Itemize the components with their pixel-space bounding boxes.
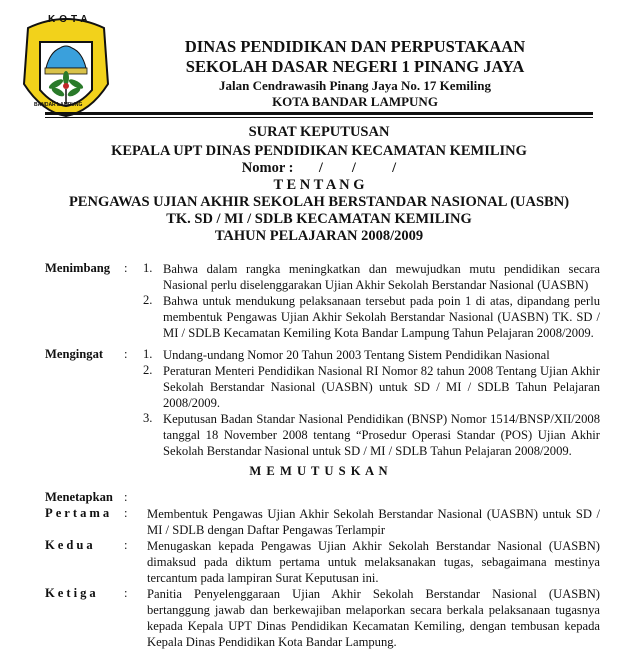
doc-title: SURAT KEPUTUSAN: [248, 124, 390, 140]
kedua-label: Kedua: [45, 538, 96, 552]
item-number: 1.: [143, 261, 153, 275]
mengingat-item: Keputusan Badan Standar Nasional Pendidikan (BNSP) Nomor 1514/BNSP/XII/2008 tanggal 18 November 2008 tentang “Prosedur Operasi Standar (POS) Ujian Akhir Sekolah Berstandar Nasional untuk SD / MI / SDLB Tahun Pelajaran 2008/2009.: [163, 412, 600, 458]
doc-subject-year: TAHUN PELAJARAN 2008/2009: [214, 228, 424, 244]
colon: :: [124, 586, 128, 600]
ketiga-label: Ketiga: [45, 586, 99, 600]
mengingat-item: Undang-undang Nomor 20 Tahun 2003 Tentang Sistem Pendidikan Nasional: [163, 348, 550, 362]
letterhead-school: SEKOLAH DASAR NEGERI 1 PINANG JAYA: [185, 57, 525, 76]
letterhead-city: KOTA BANDAR LAMPUNG: [272, 94, 438, 109]
mengingat-label: Mengingat: [45, 347, 104, 361]
item-number: 2.: [143, 293, 153, 307]
pertama-label: Pertama: [45, 506, 113, 520]
letterhead-divider: [45, 112, 593, 115]
logo-text-kota: KOTA: [48, 14, 92, 25]
kedua-text: Menugaskan kepada Pengawas Ujian Akhir Sekolah Berstandar Nasional (UASBN) dimaksud pada diktum pertama untuk melaksanakan tugas, sebagaimana mestinya tercantum pada lampiran Surat Keputusan ini.: [147, 539, 600, 585]
letterhead-agency: DINAS PENDIDIKAN DAN PERPUSTAKAAN: [184, 37, 526, 56]
logo-text-bandar-lampung: BANDAR LAMPUNG: [34, 102, 83, 108]
ketiga-text: Panitia Penyelenggaraan Ujian Akhir Sekolah Berstandar Nasional (UASBN) bertanggung jawab dan berkewajiban melaporkan secara berkala pelaksanaan tugasnya kepada Kepala UPT Dinas Pendidikan Kecamatan Kemiling, dengan tembusan kepada Kepala Dinas Pendidikan Kota Bandar Lampung.: [147, 587, 600, 649]
item-number: 1.: [143, 347, 153, 361]
letterhead-divider-thin: [45, 117, 593, 118]
colon: :: [124, 261, 128, 275]
colon: :: [124, 506, 128, 520]
letterhead-address: Jalan Cendrawasih Pinang Jaya No. 17 Kemiling: [219, 78, 491, 93]
pertama-text: Membentuk Pengawas Ujian Akhir Sekolah Berstandar Nasional (UASBN) untuk SD / MI / SDLB dengan Daftar Pengawas Terlampir: [147, 507, 600, 537]
menimbang-item: Bahwa dalam rangka meningkatkan dan mewujudkan mutu pendidikan secara Nasional perlu diselenggarakan Ujian Akhir Sekolah Berstandar Nasional (UASBN): [163, 262, 600, 292]
item-number: 3.: [143, 411, 153, 425]
memutuskan-heading: M E M U T U S K A N: [249, 464, 389, 478]
doc-tentang: T E N T A N G: [273, 177, 365, 193]
doc-subject-level: TK. SD / MI / SDLB KECAMATAN KEMILING: [166, 211, 472, 227]
menetapkan-label: Menetapkan: [45, 490, 113, 504]
colon: :: [124, 538, 128, 552]
mengingat-item: Peraturan Menteri Pendidikan Nasional RI Nomor 82 tahun 2008 Tentang Ujian Akhir Sekolah Berstandar Nasional (UASBN) untuk SD / MI / SDLB Tahun Pelajaran 2008/2009.: [163, 364, 600, 410]
menimbang-label: Menimbang: [45, 261, 111, 275]
doc-subject: PENGAWAS UJIAN AKHIR SEKOLAH BERSTANDAR NASIONAL (UASBN): [68, 194, 570, 210]
doc-issuer: KEPALA UPT DINAS PENDIDIKAN KECAMATAN KEMILING: [111, 143, 527, 159]
menimbang-item: Bahwa untuk mendukung pelaksanaan tersebut pada poin 1 di atas, dipandang perlu membentuk Pengawas Ujian Akhir Sekolah Berstandar Nasional (UASBN) TK. SD / MI / SDLB Kecamatan Kemiling Kota Bandar Lampung Tahun Pelajaran 2008/2009.: [163, 294, 600, 340]
doc-number: Nomor : / / /: [241, 160, 397, 176]
colon: :: [124, 347, 128, 361]
colon: :: [124, 490, 128, 504]
item-number: 2.: [143, 363, 153, 377]
